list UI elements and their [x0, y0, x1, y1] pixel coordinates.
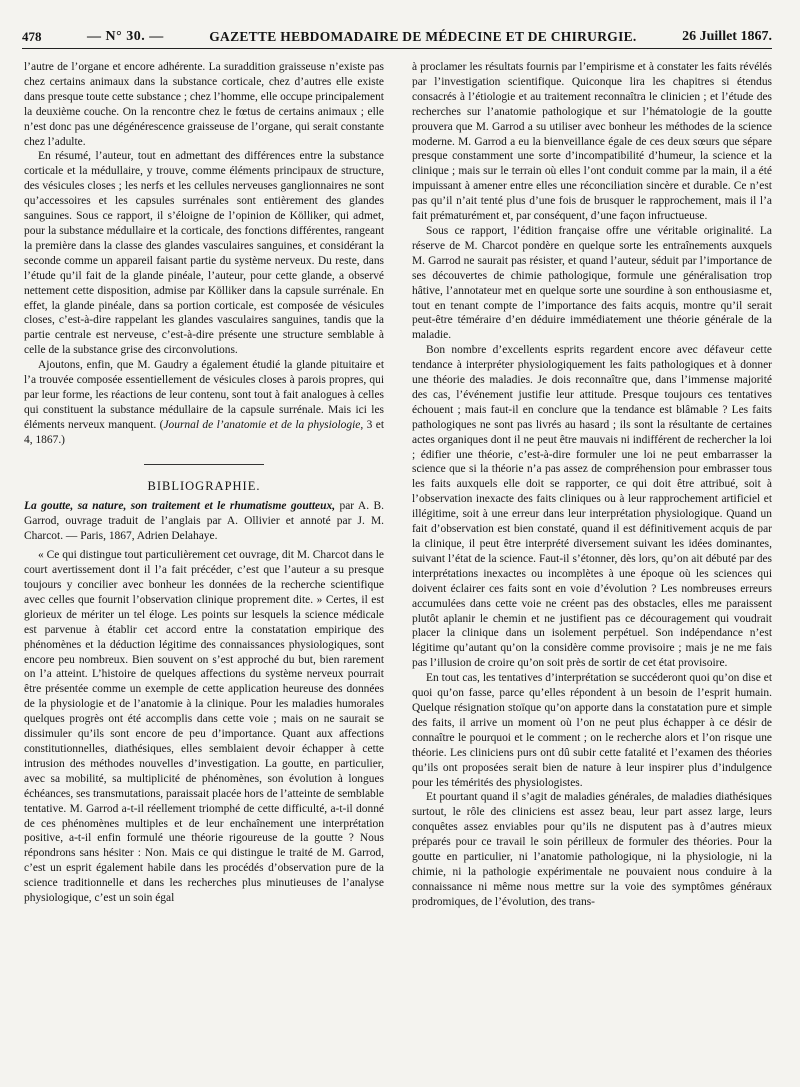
bibliography-entry [24, 499, 384, 544]
section-divider [144, 464, 264, 465]
left-column [24, 60, 384, 906]
journal-citation: Journal de l’anatomie et de la physiologie [163, 418, 361, 431]
paragraph: Bon nombre d’excellents esprits regardent encore avec défaveur cette tendance à interpréter physiologiquement les faits pathologiques et à donner une théorie des maladies. Je dois reconnaître que, dans l’immense majorité des cas, l’événement justifie leur attitude. Presque toujours ces tentatives échouent ; mais faut-il en conclure que la tendance est blâmable ? Les faits pathologiques ne sont pas livrés au hasard ; ils sont la résultante de certaines actes organiques dont il ne peut être mauvais ni indifférent de rechercher la loi ; édifier une théorie, c’est-à-dire formuler une loi ne peut embarrasser la science que si la théorie n’a pas assez de compréhension pour embrasser tous les faits auxquels elle doit se rapporter, ce qui doit être attribué, soit à l’observation inexacte des faits cliniques ou à leur rapprochement artificiel et illégitime, soit à une erreur dans leur interprétation physiologique. Quand un fait d’observation est bien constaté, quand il est définitivement acquis de par la clinique, il peut être interprété diversement suivant les idées dominantes, suivant l’état de la science. Faut-il s’étonner, dès lors, qu’on ait débuté par des interprétations inexactes ou incomplètes à une époque où les sciences qui doivent éclairer ces faits sont en voie d’évolution ? Les nombreuses erreurs accumulées dans cette voie ne créent pas des obstacles, elles me paraissent plutôt aplanir le chemin et ne justifient pas ce découragement qui voudrait placer la clinique dans un isolement perpétuel. Son indépendance n’est légitime qu’autant qu’on la considère comme provisoire ; mais je ne me fais pas l’illusion de croire qu’on soit près de sortir de cet état provisoire. [412, 344, 772, 670]
paragraph: Et pourtant quand il s’agit de maladies générales, de maladies diathésiques surtout, le rôle des cliniciens est assez beau, leur part assez large, leurs conquêtes assez enviables pour qu’ils ne disputent pas à d’autres mieux préparés pour ce travail le soin périlleux de formuler des théories. Pour la goutte en particulier, ni l’anatomie pathologique, ni la physiologie, ni la chimie, ni la pathologie expérimentale ne pouvaient nous conduire à la connaissance ni même nous mettre sur la voie des symptômes généraux prodromiques, de l’évolution, des trans- [412, 791, 772, 908]
running-header [22, 26, 772, 49]
paragraph: En tout cas, les tentatives d’interprétation se succéderont quoi qu’on dise et quoi qu’on fasse, parce qu’elles répondent à un besoin de l’esprit humain. Quelque résignation stoïque qu’on apporte dans la constatation pure et simple des faits, il arrive un moment où l’on ne peut plus échapper à ce désir de connaître le pourquoi et le comment ; on le recherche alors et l’on risque une théorie. Les cliniciens purs ont dû subir cette fatalité et l’examen des théories qu’ils ont proposées serait bien de nature à leur inspirer plus d’indulgence pour les témérités des physiologistes. [412, 672, 772, 789]
paragraph: Sous ce rapport, l’édition française offre une véritable originalité. La réserve de M. Charcot pondère en quelque sorte les entraînements auxquels M. Garrod ne saurait pas résister, et quand l’auteur, séduit par l’importance de ses découvertes de chimie pathologique, formule une généralisation trop hâtive, l’annotateur met en quelque sorte une sourdine à son enthousiasme et, tout en tenant compte de l’importance des faits acquis, montre qu’il serait peut-être téméraire d’en déduire immédiatement une théorie générale de la maladie. [412, 224, 772, 342]
citation-end: , 3 et 4, 1867.) [24, 418, 385, 446]
right-column [412, 60, 772, 910]
section-title: BIBLIOGRAPHIE. [147, 478, 261, 493]
paragraph: « Ce qui distingue tout particulièrement cet ouvrage, dit M. Charcot dans le court avertissement dont il l’a fait précéder, c’est que l’auteur a su presque toujours y concilier avec bonheur les données de la recherche scientifique avec celles que fournit l’observation clinique proprement dite. » Certes, il est glorieux de mériter un tel éloge. Les points sur lesquels la science médicale est parvenue à établir cet accord entre la constatation empirique des phénomènes et la déduction légitime des connaissances physiologiques, sont encore peu nombreux. Bien souvent on s’est approché du but, bien rarement on l’a atteint. L’histoire de quelques affections du système nerveux pourrait être présentée comme un exemple de cette application heureuse des données de la physiologie et de l’anatomie à la clinique. Pour les maladies humorales quelques progrès ont été accomplis dans cette voie ; mais on ne saurait se dissimuler qu’ils sont encore de peu d’importance. Quant aux affections constitutionnelles, diathésiques, elles semblaient devoir échapper à cette intrusion des méthodes nouvelles d’investigation. La goutte, en particulier, avec sa mobilité, sa multiplicité de phénomènes, son évolution à longues échéances, ses transmutations, paraissait placée hors de l’atteinte de semblable tentative. M. Garrod a-t-il réellement triomphé de cette difficulté, a-t-il donné de ces phénomènes multiples et de leur enchaînement une interprétation positive, a-t-il enfin formulé une théorie rigoureuse de la goutte ? Nous répondrons sans hésiter : Non. Mais ce qui distingue le traité de M. Garrod, c’est un esprit également habile dans les procédés d’observation pure de la science traditionnelle et dans les recherches plus minutieuses de l’analyse physiologique, c’est un soin égal [24, 549, 384, 905]
paragraph [24, 358, 384, 447]
paragraph-text: Ajoutons, enfin, que M. Gaudry a également étudié la glande pituitaire et l’a trouvée composée essentiellement de vésicules closes à parois propres, qui par leur forme, les réactions de leur contenu, sont tout à fait analogues à celles qui constituent la substance médullaire de la capsule surrénale. Mais ici les éléments nerveux manquent. ( [24, 359, 384, 431]
paragraph: En résumé, l’auteur, tout en admettant des différences entre la substance corticale et la médullaire, y trouve, comme éléments principaux de structure, des vésicules closes ; les nerfs et les cellules nerveuses ganglionnaires ne sont qu’accessoires et les capsules surrénales sont entièrement des glandes sanguines. Sous ce rapport, il s’éloigne de l’opinion de Kölliker, qui admet, pour la substance médullaire et la corticale, des fonctions différentes, rangeant la première dans la classe des glandes vasculaires sanguines, et considérant la seconde comme un appareil faisant partie du système nerveux. Du reste, dans l’étude qu’il fait de la glande pinéale, l’auteur, pour cette glande, a observé nettement cette disposition, admise par Kölliker dans la capsule surrénale. En effet, la glande pinéale, dans sa portion corticale, est composée de vésicules closes, c’est-à-dire rappelant les glandes vasculaires sanguines, tandis que la partie centrale est nerveuse, c’est-à-dire présente une structure semblable à celle de la substance grise des circonvolutions. [24, 150, 384, 357]
issue-number: — N° 30. — [87, 29, 164, 44]
book-title: La goutte, sa nature, son traitement et le rhumatisme goutteux, [24, 500, 336, 513]
paragraph: l’autre de l’organe et encore adhérente. La suraddition graisseuse n’existe pas chez certains animaux dans la substance corticale, chez d’autres elle existe dans presque toute cette substance ; chez l’homme, elle occupe principalement la deuxième couche. On la rencontre chez le fœtus de certains animaux ; elle n’est donc pas une dégénérescence graisseuse de l’organe, qui serait constante chez l’adulte. [24, 61, 384, 148]
page-number: 478 [22, 29, 42, 44]
journal-title: GAZETTE HEBDOMADAIRE DE MÉDECINE ET DE CHIRURGIE. [209, 29, 637, 44]
issue-date: 26 Juillet 1867. [682, 29, 772, 44]
paragraph: à proclamer les résultats fournis par l’empirisme et à constater les faits révélés par l’investigation scientifique. Quiconque lira les chapitres si étendus consacrés à l’étiologie et au traitement reconnaîtra le clinicien ; et l’étude des recherches sur l’anatomie pathologique et sur l’hématologie de la goutte prouvera que M. Garrod a su utiliser avec bonheur les méthodes de la science moderne. M. Garrod a eu la bienveillance égale de ces deux sœurs que sépare presque constamment une sorte d’incompatibilité d’humeur, la science et la clinique ; mais sur le terrain où elles l’ont conduit comme par la main, il a été impuissant à amener entre elles une réconciliation sincère et durable. Ce n’est pas qu’il n’ait tenté plus d’une fois de brusquer le rapprochement, mais il l’a fait prématurément et, par conséquent, d’une façon infructueuse. [412, 61, 772, 223]
book-details: par A. B. Garrod, ouvrage traduit de l’anglais par A. Ollivier et annoté par J. M. Charcot. — Paris, 1867, Adrien Delahaye. [24, 500, 384, 543]
